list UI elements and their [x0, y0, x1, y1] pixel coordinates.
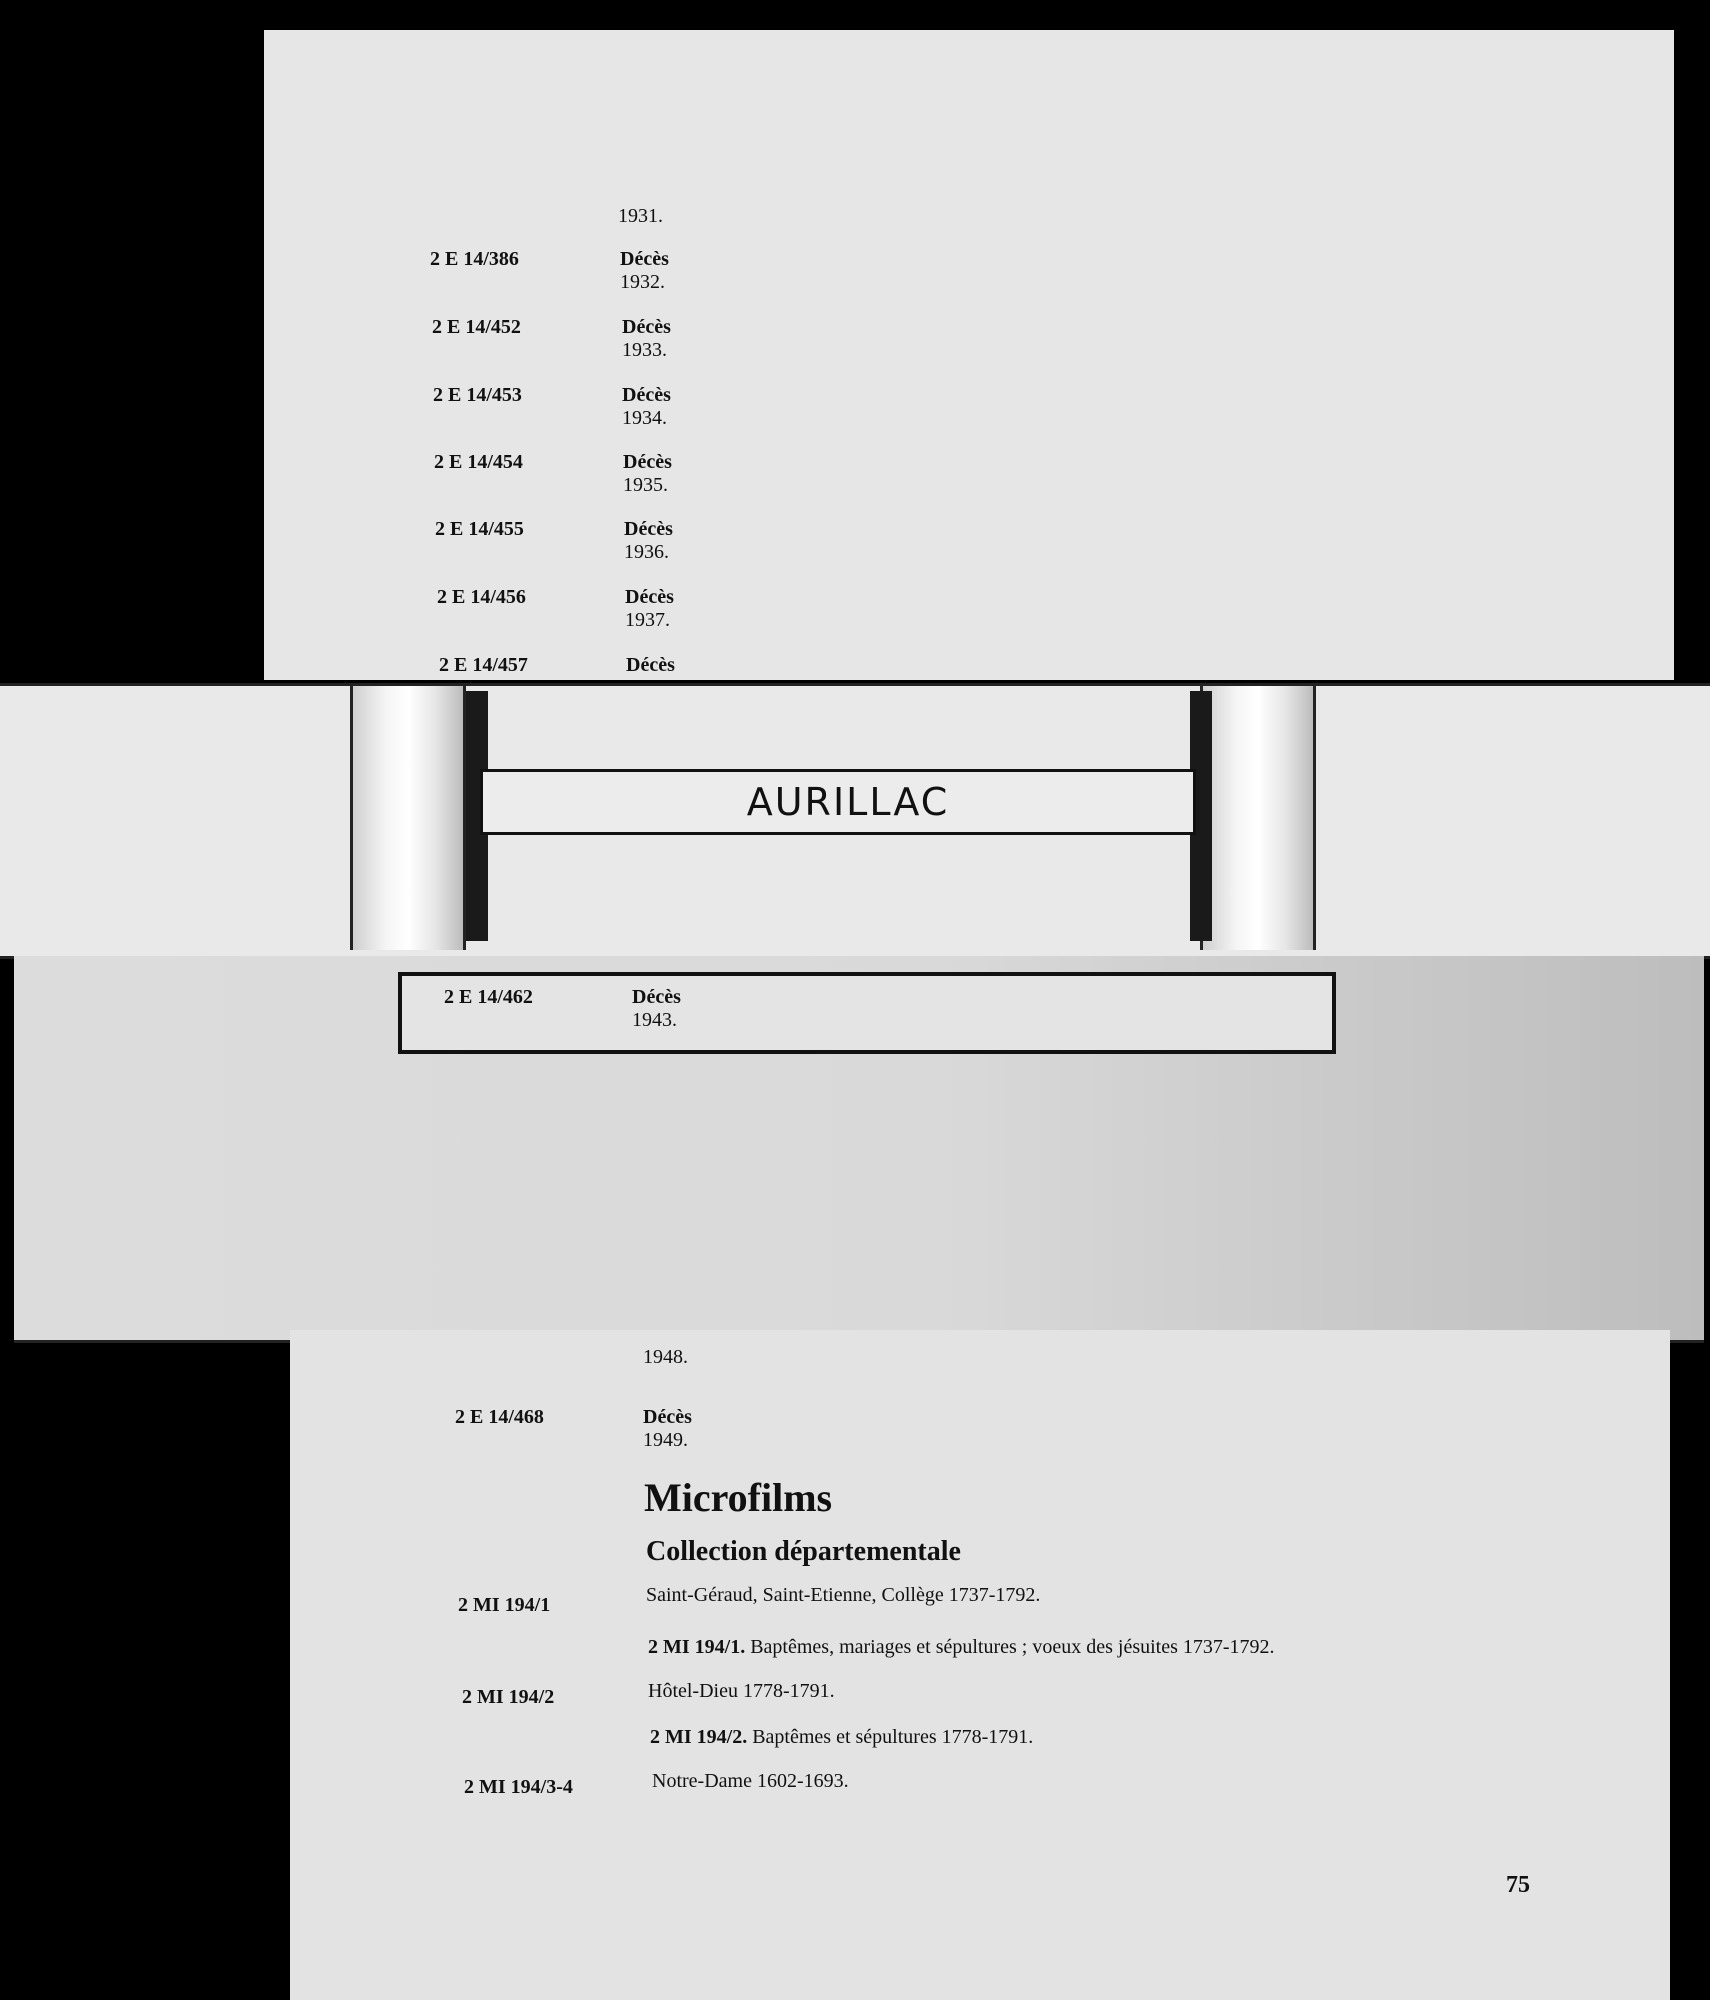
- year-text: 1931.: [618, 205, 663, 227]
- entry-ref: 2 MI 194/1.: [648, 1636, 746, 1658]
- entry-code: 2 MI 194/2: [462, 1686, 555, 1708]
- record-label: Décès: [624, 518, 673, 540]
- record-year: 1934.: [622, 407, 667, 429]
- entry-text: Saint-Géraud, Saint-Etienne, Collège 1737-1792.: [646, 1584, 1041, 1606]
- record-code: 2 E 14/456: [437, 586, 526, 608]
- reel-label: AURILLAC: [746, 780, 950, 824]
- record-year: 1933.: [622, 339, 667, 361]
- middle-page-sheet: [14, 956, 1704, 1343]
- record-year: 1932.: [620, 271, 665, 293]
- entry-line: [648, 1636, 1275, 1659]
- right-roller: [1200, 686, 1316, 950]
- entry-text: Notre-Dame 1602-1693.: [652, 1770, 849, 1792]
- section-subheading: Collection départementale: [646, 1536, 961, 1567]
- entry-line: [650, 1726, 1033, 1749]
- record-label: Décès: [643, 1406, 692, 1428]
- record-year: 1943.: [632, 1009, 677, 1031]
- record-code: 2 E 14/462: [444, 986, 533, 1008]
- record-label: Décès: [622, 316, 671, 338]
- reel-label-strip: [480, 769, 1196, 835]
- entry-text: Baptêmes, mariages et sépultures ; voeux des jésuites 1737-1792.: [750, 1636, 1275, 1658]
- film-holder-band: [0, 683, 1710, 959]
- record-code: 2 E 14/453: [433, 384, 522, 406]
- record-year: 1937.: [625, 609, 670, 631]
- top-page-sheet: [264, 30, 1674, 680]
- record-year: 1949.: [643, 1429, 688, 1451]
- left-roller: [350, 686, 466, 950]
- highlighted-record-box: [398, 972, 1336, 1054]
- entry-code: 2 MI 194/3-4: [464, 1776, 573, 1798]
- entry-ref: 2 MI 194/2.: [650, 1726, 748, 1748]
- record-label: Décès: [625, 586, 674, 608]
- page-number: 75: [1506, 1872, 1530, 1898]
- record-label: Décès: [620, 248, 669, 270]
- record-year: 1936.: [624, 541, 669, 563]
- record-code: 2 E 14/386: [430, 248, 519, 270]
- record-label: Décès: [626, 654, 675, 676]
- entry-text: Hôtel-Dieu 1778-1791.: [648, 1680, 835, 1702]
- record-label: Décès: [622, 384, 671, 406]
- entry-text: Baptêmes et sépultures 1778-1791.: [752, 1726, 1034, 1748]
- record-year: 1935.: [623, 474, 668, 496]
- bottom-page-sheet: [290, 1330, 1670, 2000]
- record-code: 2 E 14/452: [432, 316, 521, 338]
- record-label: Décès: [623, 451, 672, 473]
- record-code: 2 E 14/468: [455, 1406, 544, 1428]
- entry-code: 2 MI 194/1: [458, 1594, 551, 1616]
- section-heading: Microfilms: [644, 1475, 833, 1520]
- record-year: 1948.: [643, 1346, 688, 1368]
- record-code: 2 E 14/454: [434, 451, 523, 473]
- record-code: 2 E 14/455: [435, 518, 524, 540]
- record-label: Décès: [632, 986, 681, 1008]
- record-code: 2 E 14/457: [439, 654, 528, 676]
